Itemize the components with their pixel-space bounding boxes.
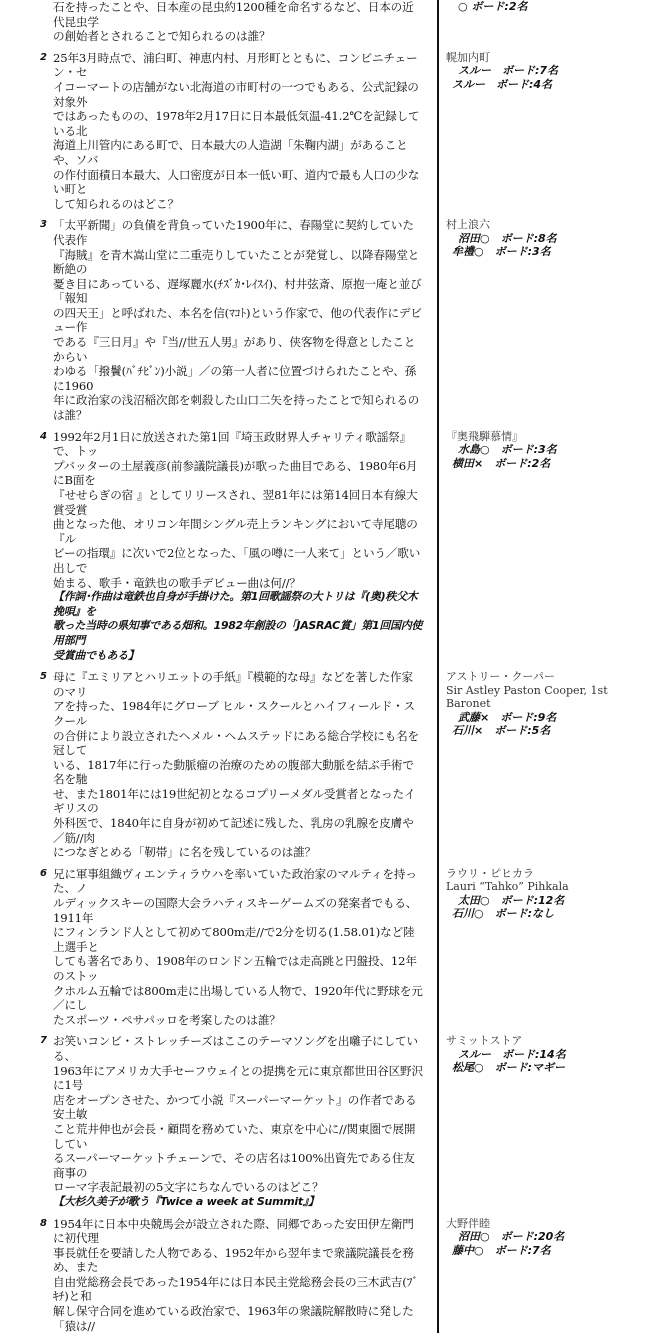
answer-block [446, 430, 646, 471]
question-row [0, 1034, 650, 1209]
question-line: しても著名であり、1908年のロンドン五輪では走高跳と円盤投、12年のストッ [53, 954, 417, 983]
question-number: 4 [40, 430, 47, 442]
question-line: ルディックスキーの国際大会ラハティスキーゲームズの発案者でもる、1911年 [53, 896, 418, 925]
question-row [0, 670, 650, 860]
question-line: 憂き目にあっている、遅塚麗水(ﾁｽﾞｶ･ﾚｲｽｲ)、村井弦斎、原抱一庵と並び「報知 [53, 276, 422, 306]
question-row [0, 51, 650, 212]
question-line: ビーの指環』に次いで2位となった、「風の噂に一人来て」という／歌い出しで [53, 546, 421, 575]
question-line: 始まる、歌手・竜鉄也の歌手デビュー曲は何//？ [53, 575, 301, 590]
player-result: 太田○ ボード:12名 [458, 893, 565, 907]
answer-text: 『奥飛騨慕情』 [446, 429, 523, 443]
answer-block [446, 670, 646, 738]
question-text [53, 1217, 423, 1334]
answer-text: Sir Astley Paston Cooper, 1st [446, 683, 608, 697]
question-line: 石を持ったことや、日本産の昆虫約1200種を命名するなど、日本の近代昆虫学 [53, 0, 414, 29]
question-note-line: 【作詞･作曲は竜鉄也自身が手掛けた。第1回歌謡祭の大トリは『(奥)秩父木挽唄』を [53, 590, 418, 618]
question-line: アを持った、1984年にグローブ ヒル・スクールとハイフィールド・スクール [53, 699, 415, 728]
question-line: クホルム五輪では800m走に出場している人物で、1920年代に野球を元／にし [53, 983, 423, 1013]
question-line: 「太平新聞」の負債を背負っていた1900年に、春陽堂に契約していた代表作 [53, 218, 414, 247]
answer-block [446, 51, 646, 92]
answer-text: 幌加内町 [446, 50, 490, 64]
question-number: 7 [40, 1035, 47, 1047]
player-result: 石川○ ボード:なし [452, 907, 554, 921]
player-result: 松尾○ ボード:マギー [452, 1061, 565, 1075]
player-result: 横田× ボード:2名 [452, 456, 551, 470]
question-line: 兄に軍事組織ヴィエンティラウハを率いていた政治家のマルティを持った、ノ [53, 866, 417, 896]
question-line: たスポーツ・ペサパッロを考案したのは誰？ [53, 1012, 281, 1027]
answer-block [446, 1034, 646, 1075]
player-result: ○ ボード:2名 [458, 0, 528, 13]
question-line: ローマ字表記最初の5文字にちなんでいるのはどこ？ [53, 1180, 324, 1195]
answer-text: Baronet [446, 697, 491, 711]
question-line: 1992年2月1日に放送された第1回『埼玉政財界人チャリティ歌謡祭』で、トッ [53, 429, 412, 459]
player-result: 武藤× ボード:9名 [458, 710, 557, 724]
question-line: こと荒井伸也が会長・顧問を務めていた、東京を中心に//関東圏で展開してい [53, 1121, 416, 1151]
question-line: 海道上川管内にある町で、日本最大の人造湖「朱鞠内湖」があることや、ソバ [53, 138, 408, 167]
question-line: の創始者とされることで知られるのは誰？ [53, 29, 271, 44]
question-text [53, 867, 423, 1028]
player-result: 牟禮○ ボード:3名 [452, 245, 551, 259]
question-block [40, 0, 423, 44]
player-result: スルー ボード:14名 [458, 1047, 566, 1061]
question-number: 2 [40, 51, 47, 63]
question-line: 曲となった他、オリコン年間シングル売上ランキングにおいて寺尾聰の『ル [53, 517, 418, 546]
question-line: 1954年に日本中央競馬会が設立された際、同郷であった安田伊左衛門に初代理 [53, 1216, 414, 1246]
answer-block [446, 867, 646, 921]
question-text [53, 51, 423, 212]
player-result: 沼田○ ボード:20名 [458, 1230, 565, 1243]
question-line: るスーパーマーケットチェーンで、その店名は100%出資先である住友商事の [53, 1151, 415, 1180]
question-line: 母に『エミリアとハリエットの手紙』『模範的な母』などを著した作家のマリ [53, 670, 413, 699]
player-result: 沼田○ ボード:8名 [458, 231, 557, 245]
question-row [0, 430, 650, 664]
question-number: 6 [40, 867, 47, 879]
answer-text: ラウリ・ピヒカラ [446, 866, 534, 880]
question-line: 解し保守合同を進めている政治家で、1963年の衆議院解散時に発した「猿は// [53, 1304, 414, 1333]
answer-block [446, 218, 646, 259]
question-note-line: 受賞曲でもある】 [53, 648, 139, 662]
question-line: 『せせらぎの宿 』としてリリースされ、翌81年には第14回日本有線大賞受賞 [53, 488, 418, 517]
answer-text: サミットストア [446, 1034, 523, 1048]
question-block [40, 430, 423, 664]
question-block [40, 218, 423, 422]
answer-text: Lauri “Tahko” Pihkala [446, 880, 569, 894]
player-result: 石川× ボード:5名 [452, 724, 551, 738]
player-result: スルー ボード:7名 [458, 64, 559, 78]
question-line: の合併により設立されたヘメル・ヘムステッドにある総合学校にも名を冠して [53, 728, 419, 758]
question-block [40, 51, 423, 212]
question-number: 3 [40, 219, 47, 231]
question-note-line: 歌った当時の県知事である畑和。1982年創設の「JASRAC賞」第1回国内使用部門 [53, 619, 423, 647]
player-result: スルー ボード:4名 [452, 77, 553, 91]
question-line: いる、1817年に行った動脈瘤の治療のための腹部大動脈を結ぶ手術で名を馳 [53, 757, 414, 787]
question-line: 外科医で、1840年に自身が初めて記述に残した、乳房の乳腺を皮膚や／筋//肉 [53, 816, 414, 845]
answer-block [446, 1217, 646, 1258]
question-row [0, 867, 650, 1028]
question-block [40, 1217, 423, 1334]
question-row [0, 0, 650, 44]
question-text [53, 0, 423, 44]
question-line: 25年3月時点で、浦臼町、神恵内村、月形町とともに、コンビニチェーン・セ [53, 50, 418, 80]
question-text [53, 1034, 423, 1209]
question-block [40, 1034, 423, 1209]
question-line: イコーマートの店舗がない北海道の市町村の一つでもある、公式記録の対象外 [53, 79, 419, 109]
question-line: の作付面積日本最大、人口密度が日本一低い町、道内で最も人口の少ない町と [53, 167, 420, 197]
question-line: ではあったものの、1978年2月17日に日本最低気温-41.2℃を記録している北 [53, 109, 420, 138]
question-row [0, 1217, 650, 1334]
question-line: 事長就任を要請した人物である、1952年から翌年まで衆議院議長を務め、また [53, 1245, 414, 1275]
question-text [53, 430, 423, 664]
question-note-line: 【大杉久美子が歌う『Twice a week at Summit』】 [53, 1194, 319, 1208]
question-line: せ、また1801年には19世紀初となるコプリーメダル受賞者となったイギリスの [53, 786, 416, 816]
question-line: 1963年にアメリカ大手セーフウェイとの提携を元に東京都世田谷区野沢に1号 [53, 1063, 423, 1093]
question-line: につなぎとめる「靭帯」に名を残しているのは誰？ [53, 845, 316, 860]
question-text [53, 218, 423, 422]
question-line: 店をオープンさせた、かつて小説『スーパーマーケット』の作者である安土敏 [53, 1092, 417, 1122]
question-text [53, 670, 423, 860]
question-line: お笑いコンビ・ストレッチーズはここのテーマソングを出囃子にしている、 [53, 1034, 418, 1063]
question-line: である『三日月』や『当//世五人男』があり、侠客物を得意としたことからい [53, 335, 416, 364]
question-block [40, 670, 423, 860]
question-line: 自由党総務会長であった1954年には日本民主党総務会長の三木武吉(ﾌﾞｷﾁ)と和 [53, 1274, 419, 1304]
question-line: の四天王」と呼ばれた、本名を信(ﾏｺﾄ)という作家で、他の代表作にデビュー作 [53, 305, 422, 335]
question-line: わゆる「撥鬢(ﾊﾞﾁﾋﾞﾝ)小説」／の第一人者に位置づけられたことや、孫に1960 [53, 364, 417, 393]
question-number: 5 [40, 671, 47, 683]
question-line: にフィンランド人として初めて800m走//で2分を切る(1.58.01)など陸上選手と [53, 925, 415, 954]
answer-block [446, 0, 646, 14]
answer-text: アストリー・クーパー [446, 670, 556, 684]
question-line: 『海賊』を青木嵩山堂に二重売りしていたことが発覚し、以降春陽堂と断絶の [53, 247, 420, 277]
question-row [0, 218, 650, 422]
question-line: 年に政治家の浅沼稲次郎を刺殺した山口二矢を持ったことで知られるのは誰？ [53, 393, 420, 423]
question-number: 8 [40, 1217, 47, 1229]
player-result: 藤中○ ボード:7名 [452, 1243, 551, 1257]
player-result: 水島○ ボード:3名 [458, 443, 557, 457]
answer-text: 村上浪六 [446, 218, 490, 232]
question-line: して知られるのはどこ？ [53, 196, 179, 211]
question-line: プバッターの土屋義彦(前参議院議長)が歌った曲目である、1980年6月にB面を [53, 458, 418, 488]
question-block [40, 867, 423, 1028]
answer-text: 大野伴睦 [446, 1216, 490, 1230]
